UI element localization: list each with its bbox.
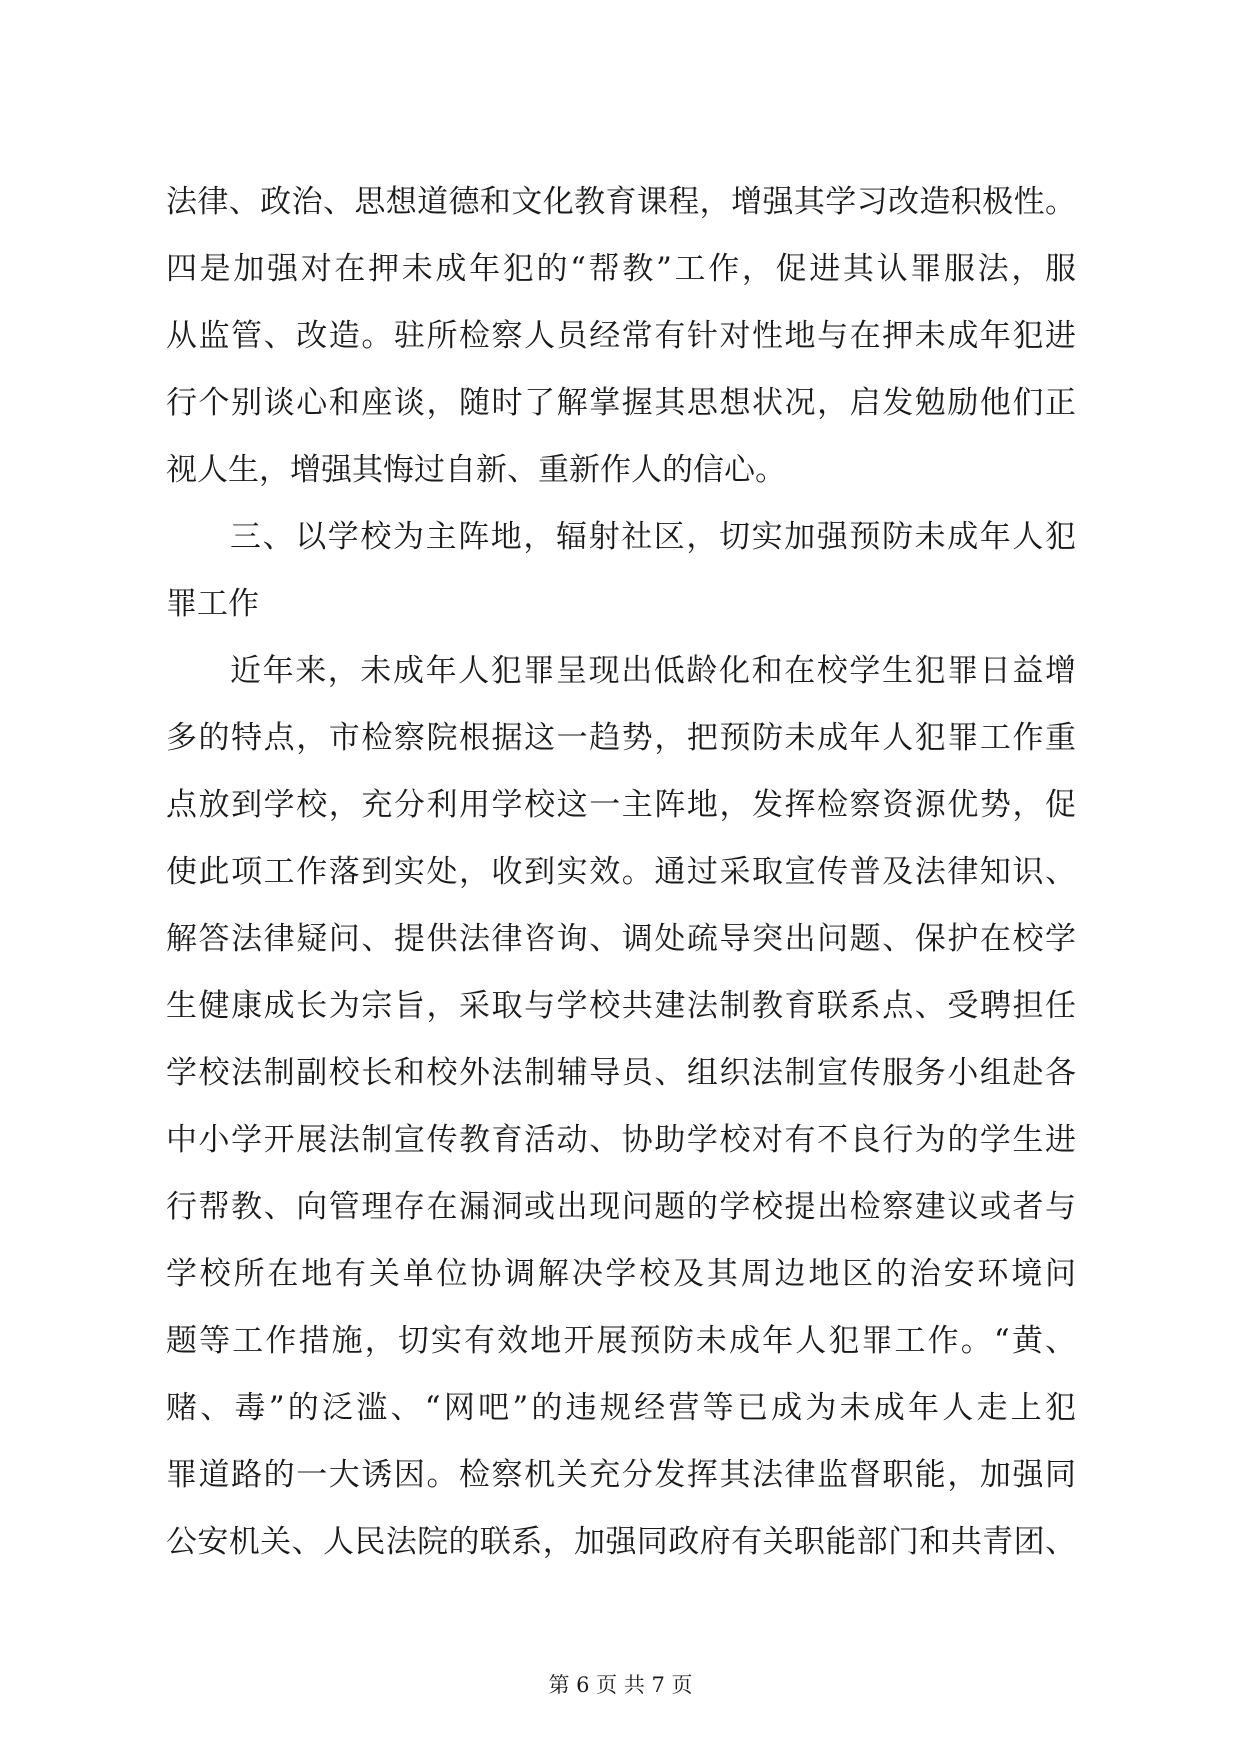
page-footer: 第 6 页 共 7 页 (548, 1673, 693, 1697)
text-line: 题等工作措施，切实有效地开展预防未成年人犯罪工作。“黄、 (166, 1323, 1076, 1359)
text-line: 多的特点，市检察院根据这一趋势，把预防未成年人犯罪工作重 (166, 720, 1076, 756)
section-heading-line: 三、以学校为主阵地，辐射社区，切实加强预防未成年人犯 (230, 519, 1076, 555)
text-line: 近年来，未成年人犯罪呈现出低龄化和在校学生犯罪日益增 (230, 653, 1076, 689)
text-line: 行帮教、向管理存在漏洞或出现问题的学校提出检察建议或者与 (166, 1189, 1076, 1225)
text-line: 学校所在地有关单位协调解决学校及其周边地区的治安环境问 (166, 1256, 1076, 1292)
text-line: 赌、毒”的泛滥、“网吧”的违规经营等已成为未成年人走上犯 (166, 1390, 1076, 1426)
text-line: 罪道路的一大诱因。检察机关充分发挥其法律监督职能，加强同 (166, 1457, 1076, 1493)
text-line: 解答法律疑问、提供法律咨询、调处疏导突出问题、保护在校学 (166, 921, 1076, 957)
text-line: 四是加强对在押未成年犯的“帮教”工作，促进其认罪服法，服 (166, 251, 1076, 287)
text-line: 学校法制副校长和校外法制辅导员、组织法制宣传服务小组赴各 (166, 1055, 1076, 1091)
text-line: 中小学开展法制宣传教育活动、协助学校对有不良行为的学生进 (166, 1122, 1076, 1158)
text-line: 使此项工作落到实处，收到实效。通过采取宣传普及法律知识、 (166, 854, 1076, 890)
text-line: 法律、政治、思想道德和文化教育课程，增强其学习改造积极性。 (166, 184, 1076, 220)
text-line: 从监管、改造。驻所检察人员经常有针对性地与在押未成年犯进 (166, 318, 1076, 354)
text-line: 点放到学校，充分利用学校这一主阵地，发挥检察资源优势，促 (166, 787, 1076, 823)
section-heading-line: 罪工作 (166, 586, 259, 622)
text-line: 生健康成长为宗旨，采取与学校共建法制教育联系点、受聘担任 (166, 988, 1076, 1024)
text-line: 行个别谈心和座谈，随时了解掌握其思想状况，启发勉励他们正 (166, 385, 1076, 421)
text-line: 视人生，增强其悔过自新、重新作人的信心。 (166, 452, 786, 488)
text-line: 公安机关、人民法院的联系，加强同政府有关职能部门和共青团、 (166, 1524, 1076, 1560)
